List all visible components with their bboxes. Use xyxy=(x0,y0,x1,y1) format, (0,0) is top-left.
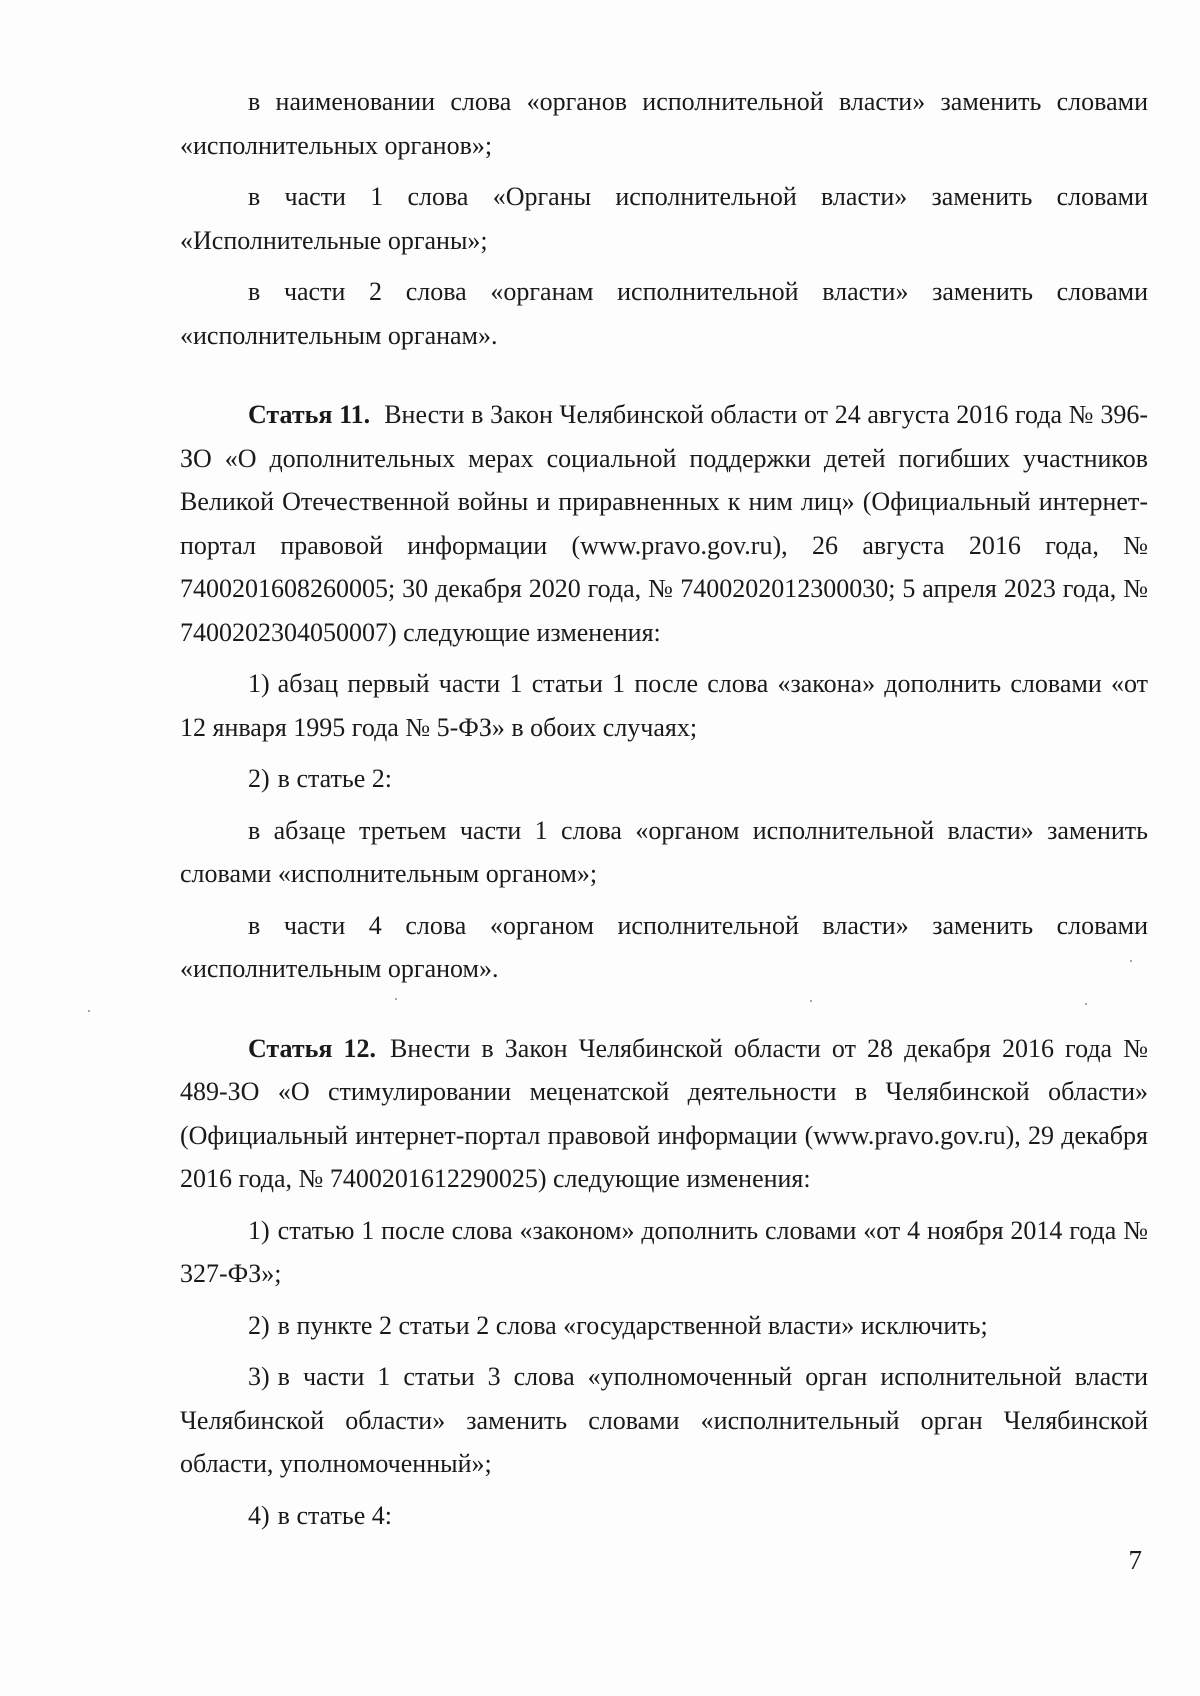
list-item-text: в пункте 2 статьи 2 слова «государственной власти» исключить; xyxy=(277,1310,988,1340)
paragraph: в абзаце третьем части 1 слова «органом исполнительной власти» заменить словами «исполнительным органом»; xyxy=(180,815,1148,888)
scan-speck xyxy=(810,1000,812,1002)
article-12-text: Внести в Закон Челябинской области от 28 декабря 2016 года № 489-ЗО «О стимулировании меценатской деятельности в Челябинской области» (Официальный интернет-портал правовой информации (www.pravo.gov.ru), 29 декабря 2016 года, № 7400201612290025) следующие изменения: xyxy=(180,1033,1148,1193)
list-item-text: в статье 4: xyxy=(277,1500,393,1530)
list-item xyxy=(180,662,1148,749)
list-item xyxy=(180,1355,1148,1486)
paragraph: в части 4 слова «органом исполнительной власти» заменить словами «исполнительным органом». xyxy=(180,910,1148,983)
list-item-number: 1) xyxy=(248,669,270,698)
scan-speck xyxy=(88,1010,90,1012)
list-item-number: 2) xyxy=(248,1310,270,1340)
article-11-text: Внести в Закон Челябинской области от 24 августа 2016 года № 396-ЗО «О дополнительных мерах социальной поддержки детей погибших участников Великой Отечественной войны и приравненных к ним лиц» (Официальный интернет-портал правовой информации (www.pravo.gov.ru), 26 августа 2016 года, № 7400201608260005; 30 декабря 2020 года, № 7400202012300030; 5 апреля 2023 года, № 7400202304050007) следующие изменения: xyxy=(180,400,1148,647)
list-item-text: абзац первый части 1 статьи 1 после слова «закона» дополнить словами «от 12 января 1995 года № 5-ФЗ» в обоих случаях; xyxy=(180,669,1148,742)
page-number: 7 xyxy=(1128,1545,1142,1575)
list-item-text: в части 1 статьи 3 слова «уполномоченный орган исполнительной власти Челябинской области» заменить словами «исполнительный орган Челябинской области, уполномоченный»; xyxy=(180,1362,1148,1478)
article-11-heading: Статья 11. xyxy=(248,400,371,429)
list-item xyxy=(180,1494,1148,1538)
scan-speck xyxy=(395,998,397,1000)
scan-speck xyxy=(1130,960,1132,962)
list-item-number: 3) xyxy=(248,1362,270,1391)
article-12-heading: Статья 12. xyxy=(248,1033,377,1063)
article-12-paragraph xyxy=(180,1027,1148,1201)
list-item-number: 4) xyxy=(248,1500,270,1530)
paragraph: в части 1 слова «Органы исполнительной власти» заменить словами «Исполнительные органы»; xyxy=(180,182,1148,255)
list-item-number: 2) xyxy=(248,764,270,793)
list-item-number: 1) xyxy=(248,1215,270,1245)
list-item xyxy=(180,1209,1148,1296)
scan-speck xyxy=(1085,1003,1087,1005)
list-item xyxy=(180,1304,1148,1348)
article-11-paragraph xyxy=(180,393,1148,654)
list-item xyxy=(180,757,1148,801)
document-body xyxy=(180,80,1148,1545)
paragraph: в наименовании слова «органов исполнительной власти» заменить словами «исполнительных органов»; xyxy=(180,87,1148,160)
list-item-text: в статье 2: xyxy=(277,764,393,793)
list-item-text: статью 1 после слова «законом» дополнить словами «от 4 ноября 2014 года № 327-ФЗ»; xyxy=(180,1215,1148,1288)
paragraph: в части 2 слова «органам исполнительной власти» заменить словами «исполнительным органам». xyxy=(180,277,1148,350)
